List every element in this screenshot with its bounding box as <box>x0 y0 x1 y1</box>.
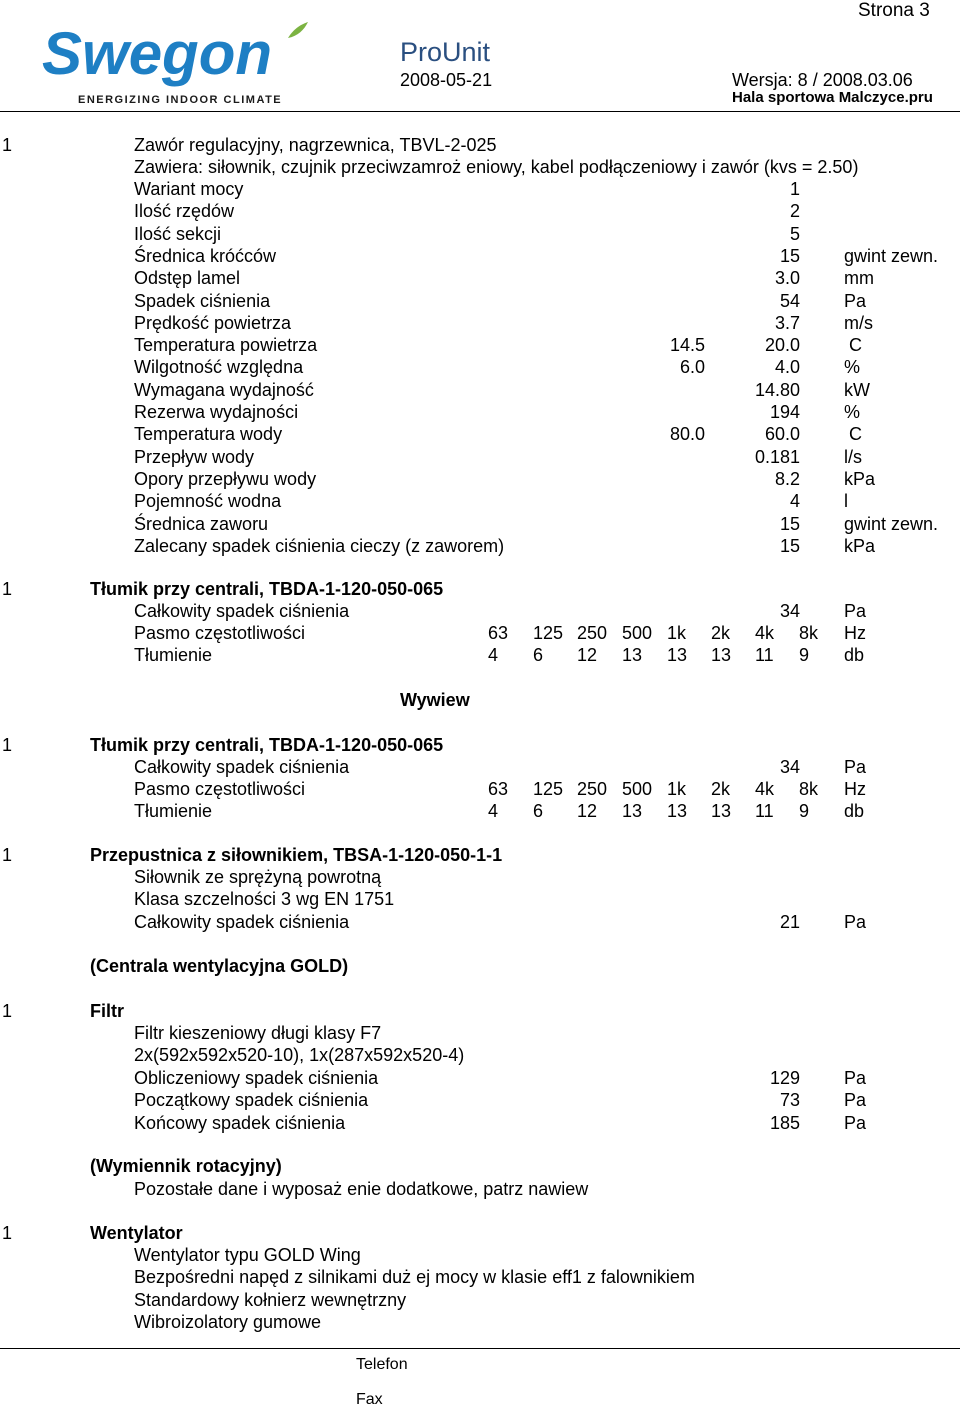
spec-value-b: 2 <box>789 201 800 222</box>
spec-label: Wilgotność względna <box>134 357 304 378</box>
spec-unit: % <box>844 357 861 378</box>
spec-label: Temperatura wody <box>134 424 283 445</box>
spec-label: Prędkość powietrza <box>134 312 292 333</box>
spec-value-b: 0.181 <box>754 446 800 467</box>
filter-row-unit: Pa <box>844 1112 867 1133</box>
attenuation-value: 13 <box>667 645 688 665</box>
band-value: 250 <box>577 779 608 799</box>
band-value: 4k <box>755 779 775 799</box>
item-quantity: 1 <box>2 1223 13 1243</box>
filter-row-label: Początkowy spadek ciśnienia <box>134 1090 369 1111</box>
filter-row-value: 129 <box>769 1068 800 1088</box>
page-number: Strona 3 <box>858 0 930 21</box>
spec-value-b: 1 <box>789 179 800 199</box>
project-name: Hala sportowa Malczyce.pru <box>732 89 933 106</box>
pressure-label: Całkowity spadek ciśnienia <box>134 912 350 932</box>
valve-title: Zawór regulacyjny, nagrzewnica, TBVL-2-025 <box>134 135 497 155</box>
spec-value-a: 14.5 <box>669 335 705 356</box>
band-value: 63 <box>488 623 509 643</box>
pressure-value: 21 <box>779 912 800 932</box>
band-value: 2k <box>711 623 731 643</box>
spec-label: Spadek ciśnienia <box>134 290 271 311</box>
rotary-title: (Wymiennik rotacyjny) <box>90 1156 282 1176</box>
spec-unit: mm <box>844 268 874 289</box>
band-value: 250 <box>577 623 608 643</box>
gold-unit-heading: (Centrala wentylacyjna GOLD) <box>90 956 349 976</box>
filter-row-unit: Pa <box>844 1068 867 1088</box>
attenuation-value: 6 <box>533 645 544 665</box>
attenuation-value: 13 <box>622 801 643 821</box>
band-unit: Hz <box>844 779 866 799</box>
silencer-title: Tłumik przy centrali, TBDA-1-120-050-065 <box>90 579 444 599</box>
band-value: 8k <box>799 623 819 643</box>
attenuation-value: 9 <box>799 645 810 665</box>
spec-value-b: 3.7 <box>774 312 800 333</box>
attenuation-value: 11 <box>755 801 774 821</box>
logo-word: Swegon <box>42 22 273 87</box>
spec-label: Ilość sekcji <box>134 223 222 244</box>
filter-row-label: Obliczeniowy spadek ciśnienia <box>134 1068 379 1088</box>
spec-unit: C <box>844 335 862 356</box>
spec-label: Wariant mocy <box>134 179 244 199</box>
footer-fax-label: Fax <box>356 1391 383 1408</box>
spec-label: Średnica zaworu <box>134 513 269 534</box>
footer-phone-label: Telefon <box>356 1356 408 1373</box>
filter-row-value: 73 <box>779 1090 800 1111</box>
spec-label: Wymagana wydajność <box>134 379 314 400</box>
product-name: ProUnit <box>400 37 491 67</box>
exhaust-heading: Wywiew <box>400 690 470 710</box>
damper-line-actuator: Siłownik ze sprężyną powrotną <box>134 867 382 887</box>
fan-line: Wibroizolatory gumowe <box>134 1312 322 1332</box>
spec-value-b: 60.0 <box>764 424 800 445</box>
logo-tagline: ENERGIZING INDOOR CLIMATE <box>78 94 283 106</box>
spec-unit: C <box>844 424 862 445</box>
spec-value-b: 20.0 <box>764 335 800 356</box>
band-value: 4k <box>755 623 775 643</box>
attenuation-value: 13 <box>667 801 688 821</box>
pressure-label: Całkowity spadek ciśnienia <box>134 601 350 621</box>
swegon-logo <box>42 22 312 117</box>
band-label: Pasmo częstotliwości <box>134 623 306 643</box>
pressure-unit: Pa <box>844 757 867 777</box>
band-value: 8k <box>799 779 819 799</box>
attenuation-value: 11 <box>755 645 774 665</box>
band-value: 1k <box>667 779 687 799</box>
header-divider <box>0 111 960 112</box>
attenuation-label: Tłumienie <box>134 801 213 821</box>
spec-value-b: 3.0 <box>774 268 800 289</box>
spec-value-b: 194 <box>769 402 800 422</box>
footer-divider <box>0 1348 960 1349</box>
attenuation-value: 12 <box>577 645 598 665</box>
spec-unit: gwint zewn. <box>844 513 939 534</box>
filter-row-unit: Pa <box>844 1090 867 1111</box>
spec-label: Opory przepływu wody <box>134 468 317 489</box>
attenuation-value: 12 <box>577 801 598 821</box>
fan-line: Bezpośredni napęd z silnikami duż ej mocy w klasie eff1 z falownikiem <box>134 1267 695 1287</box>
valve-subtitle: Zawiera: siłownik, czujnik przeciwzamroż eniowy, kabel podłączeniowy i zawór (kvs = 2.50) <box>134 157 859 177</box>
attenuation-value: 13 <box>711 645 732 665</box>
filter-line-class: Filtr kieszeniowy długi klasy F7 <box>134 1023 382 1043</box>
item-quantity: 1 <box>2 1001 13 1021</box>
spec-unit: kW <box>844 379 870 400</box>
spec-value-b: 8.2 <box>774 468 800 489</box>
spec-unit: kPa <box>844 468 876 489</box>
band-value: 1k <box>667 623 687 643</box>
spec-value-b: 14.80 <box>754 379 800 400</box>
attenuation-value: 13 <box>711 801 732 821</box>
filter-line-sizes: 2x(592x592x520-10), 1x(287x592x520-4) <box>134 1045 465 1065</box>
filter-row-value: 185 <box>769 1112 800 1133</box>
pressure-value: 34 <box>779 757 800 777</box>
spec-value-a: 80.0 <box>669 424 705 445</box>
rotary-note: Pozostałe dane i wyposaż enie dodatkowe, patrz nawiew <box>134 1179 589 1199</box>
item-quantity: 1 <box>2 845 13 865</box>
attenuation-value: 9 <box>799 801 810 821</box>
pressure-value: 34 <box>779 601 800 621</box>
attenuation-label: Tłumienie <box>134 645 213 665</box>
filter-row-label: Końcowy spadek ciśnienia <box>134 1112 346 1133</box>
spec-value-b: 15 <box>779 535 800 556</box>
item-quantity: 1 <box>2 579 13 599</box>
attenuation-unit: db <box>844 645 865 665</box>
spec-value-b: 4 <box>789 491 800 512</box>
attenuation-value: 4 <box>488 801 499 821</box>
swegon-logo-graphic <box>42 22 312 112</box>
spec-unit: % <box>844 402 861 422</box>
logo-leaf-icon <box>288 22 308 38</box>
pressure-unit: Pa <box>844 912 867 932</box>
attenuation-unit: db <box>844 801 865 821</box>
attenuation-value: 13 <box>622 645 643 665</box>
spec-unit: gwint zewn. <box>844 245 939 266</box>
spec-label: Odstęp lamel <box>134 268 241 289</box>
header-date: 2008-05-21 <box>400 70 493 90</box>
spec-label: Pojemność wodna <box>134 491 282 512</box>
band-label: Pasmo częstotliwości <box>134 779 306 799</box>
spec-value-b: 15 <box>779 513 800 534</box>
spec-value-b: 15 <box>779 245 800 266</box>
pressure-unit: Pa <box>844 601 867 621</box>
band-value: 500 <box>622 779 653 799</box>
fan-line: Standardowy kołnierz wewnętrzny <box>134 1290 407 1310</box>
attenuation-value: 6 <box>533 801 544 821</box>
spec-unit: m/s <box>844 312 873 333</box>
spec-label: Ilość rzędów <box>134 201 235 222</box>
band-unit: Hz <box>844 623 866 643</box>
band-value: 500 <box>622 623 653 643</box>
spec-label: Zalecany spadek ciśnienia cieczy (z zaworem) <box>134 535 505 556</box>
spec-value-b: 5 <box>789 223 800 244</box>
spec-unit: l/s <box>844 446 862 467</box>
pressure-label: Całkowity spadek ciśnienia <box>134 757 350 777</box>
filter-title: Filtr <box>90 1001 124 1021</box>
spec-value-a: 6.0 <box>679 357 705 378</box>
silencer-title: Tłumik przy centrali, TBDA-1-120-050-065 <box>90 735 444 755</box>
spec-unit: kPa <box>844 535 876 556</box>
item-quantity: 1 <box>2 735 13 755</box>
spec-value-b: 4.0 <box>774 357 800 378</box>
spec-label: Średnica króćców <box>134 245 277 266</box>
spec-unit: Pa <box>844 290 867 311</box>
item-quantity: 1 <box>2 135 13 155</box>
band-value: 125 <box>533 779 564 799</box>
band-value: 63 <box>488 779 509 799</box>
attenuation-value: 4 <box>488 645 499 665</box>
damper-title: Przepustnica z siłownikiem, TBSA-1-120-050-1-1 <box>90 845 503 865</box>
band-value: 125 <box>533 623 564 643</box>
header-version: Wersja: 8 / 2008.03.06 <box>732 70 913 90</box>
spec-label: Rezerwa wydajności <box>134 402 299 422</box>
band-value: 2k <box>711 779 731 799</box>
spec-value-b: 54 <box>779 290 800 311</box>
fan-line: Wentylator typu GOLD Wing <box>134 1245 361 1265</box>
fan-title: Wentylator <box>90 1223 183 1243</box>
spec-label: Przepływ wody <box>134 446 255 467</box>
spec-label: Temperatura powietrza <box>134 335 318 356</box>
damper-line-class: Klasa szczelności 3 wg EN 1751 <box>134 889 395 909</box>
spec-unit: l <box>844 491 848 512</box>
